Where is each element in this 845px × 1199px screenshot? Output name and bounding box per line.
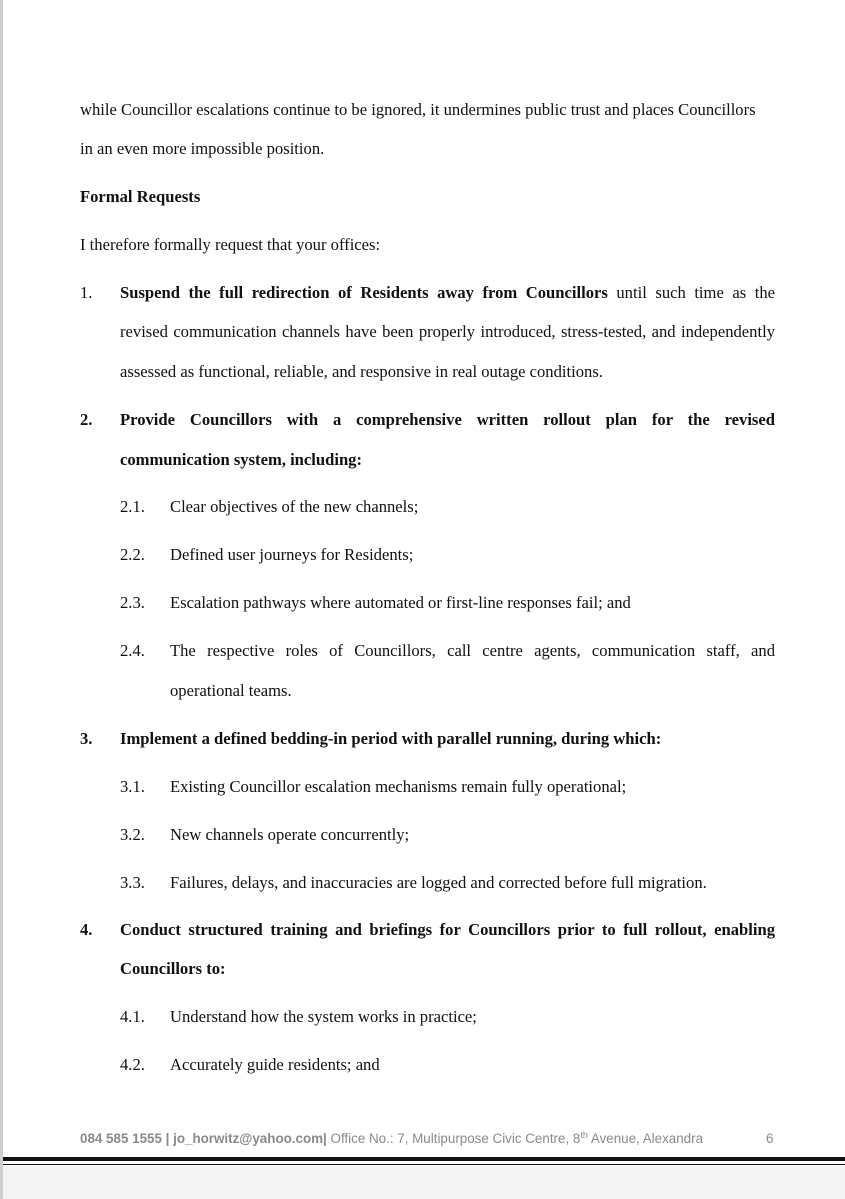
section-heading: Formal Requests — [80, 187, 201, 206]
subitem-3-3-number: 3.3. — [120, 873, 145, 892]
intro-line-2: in an even more impossible position. — [80, 139, 325, 158]
subitem-3-3-text: Failures, delays, and inaccuracies are logged and corrected before full migration. — [170, 873, 707, 892]
item-4-line-2: Councillors to: — [120, 959, 226, 978]
footer-address-pre: Office No.: 7, Multipurpose Civic Centre, 8 — [326, 1131, 581, 1146]
page-footer — [80, 1130, 780, 1148]
subitem-2-2-number: 2.2. — [120, 545, 145, 564]
subitem-2-3-text: Escalation pathways where automated or first-line responses fail; and — [170, 593, 631, 612]
item-2-line-2: communication system, including: — [120, 450, 363, 469]
footer-rule-thin — [3, 1164, 845, 1165]
item-4-line-1: Conduct structured training and briefings for Councillors prior to full rollout, enabling — [120, 920, 775, 939]
item-1-line-1 — [120, 283, 775, 303]
subitem-3-2-number: 3.2. — [120, 825, 145, 844]
footer-address-sup: th — [580, 1130, 588, 1140]
item-1-line-3: assessed as functional, reliable, and responsive in real outage conditions. — [120, 362, 603, 381]
subitem-3-1-text: Existing Councillor escalation mechanisms remain fully operational; — [170, 777, 627, 796]
subitem-3-2-text: New channels operate concurrently; — [170, 825, 410, 844]
item-1-number: 1. — [80, 283, 93, 302]
lead-paragraph: I therefore formally request that your offices: — [80, 235, 381, 254]
item-2-line-1: Provide Councillors with a comprehensive written rollout plan for the revised — [120, 410, 775, 429]
subitem-2-4-text: The respective roles of Councillors, call centre agents, communication staff, and — [170, 641, 775, 660]
footer-rule-thick — [3, 1157, 845, 1161]
item-1-line-1-rest: until such time as the — [607, 283, 775, 302]
subitem-2-2-text: Defined user journeys for Residents; — [170, 545, 414, 564]
item-3-number: 3. — [80, 729, 93, 748]
footer-contact: 084 585 1555 | jo_horwitz@yahoo.com| — [80, 1131, 327, 1146]
item-3-line-1: Implement a defined bedding-in period with parallel running, during which: — [120, 729, 662, 748]
item-4-number: 4. — [80, 920, 93, 939]
subitem-2-3-number: 2.3. — [120, 593, 145, 612]
intro-line-1: while Councillor escalations continue to be ignored, it undermines public trust and places Councillors — [80, 100, 756, 119]
subitem-4-2-number: 4.2. — [120, 1055, 145, 1074]
item-1-line-2: revised communication channels have been properly introduced, stress-tested, and independently — [120, 322, 775, 341]
subitem-3-1-number: 3.1. — [120, 777, 145, 796]
subitem-4-1-text: Understand how the system works in practice; — [170, 1007, 477, 1026]
item-2-number: 2. — [80, 410, 93, 429]
subitem-2-1-text: Clear objectives of the new channels; — [170, 497, 419, 516]
item-1-bold-text: Suspend the full redirection of Residents away from Councillors — [120, 283, 608, 302]
page-bottom-band — [3, 1166, 845, 1199]
subitem-4-2-text: Accurately guide residents; and — [170, 1055, 380, 1074]
subitem-2-1-number: 2.1. — [120, 497, 145, 516]
page-number: 6 — [766, 1131, 774, 1146]
subitem-2-4-number: 2.4. — [120, 641, 145, 660]
footer-address-post: Avenue, Alexandra — [587, 1131, 704, 1146]
subitem-2-4-text-2: operational teams. — [170, 681, 292, 700]
subitem-4-1-number: 4.1. — [120, 1007, 145, 1026]
